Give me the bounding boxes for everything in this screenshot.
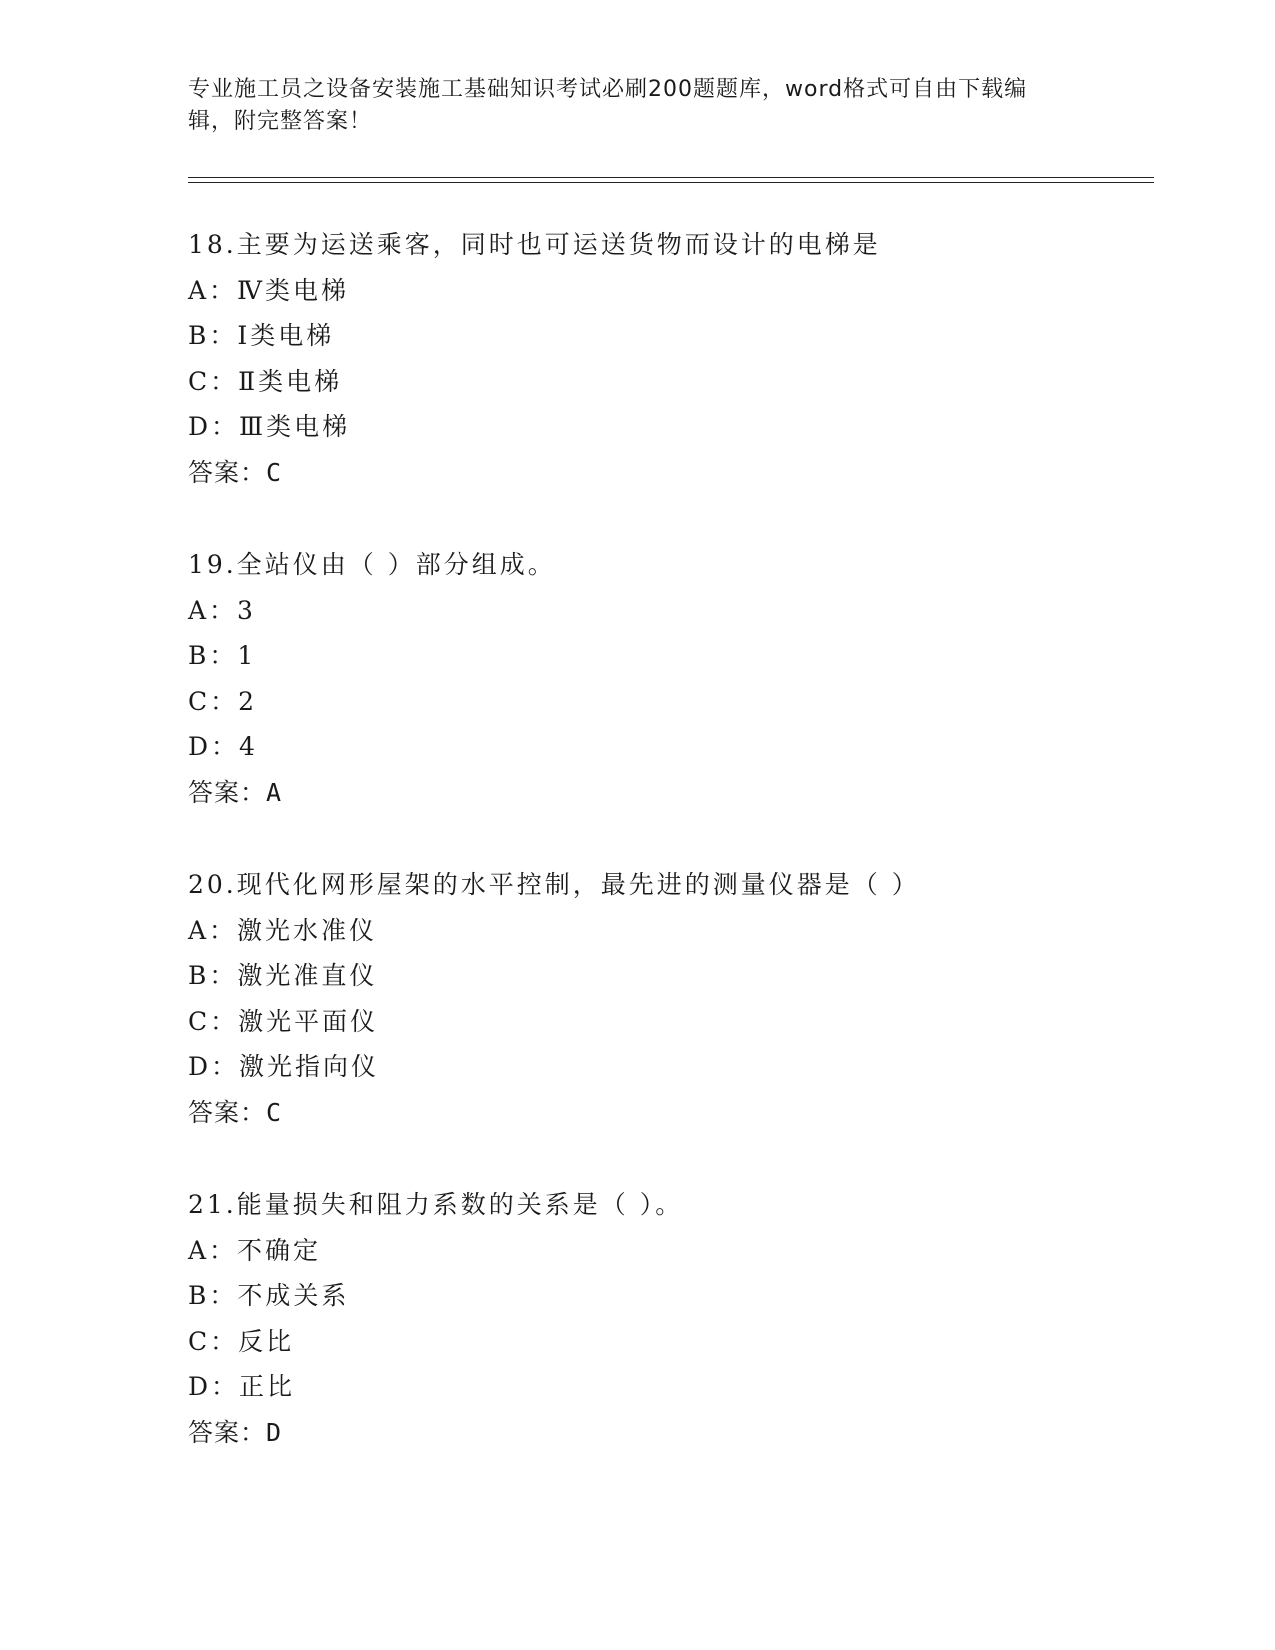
option-c: C：Ⅱ类电梯 xyxy=(188,366,343,396)
question-title: 21.能量损失和阻力系数的关系是（ ）。 xyxy=(188,1190,684,1219)
option-a: A：激光水准仪 xyxy=(188,915,378,945)
answer-line xyxy=(188,450,1148,496)
question-20 xyxy=(188,862,1148,1135)
question-title: 18.主要为运送乘客，同时也可运送货物而设计的电梯是 xyxy=(188,230,881,259)
option-c: C：反比 xyxy=(188,1326,295,1356)
option-d: D：4 xyxy=(188,732,258,761)
answer-label: 答案： xyxy=(188,777,267,807)
answer-value: C xyxy=(266,457,283,487)
answer-label: 答案： xyxy=(188,1097,267,1127)
answer-line xyxy=(188,1410,1148,1456)
answer-line xyxy=(188,770,1148,816)
header-divider-bottom xyxy=(188,182,1154,183)
option-c: C：激光平面仪 xyxy=(188,1006,379,1036)
answer-value: A xyxy=(266,777,283,807)
option-b: B：不成关系 xyxy=(188,1281,350,1310)
document-header: 专业施工员之设备安装施工基础知识考试必刷200题题库，word格式可自由下载编辑，附完整答案！ xyxy=(188,77,1028,134)
option-b: B：激光准直仪 xyxy=(188,961,378,990)
question-19 xyxy=(188,542,1148,815)
option-d: D：Ⅲ类电梯 xyxy=(188,412,351,441)
answer-value: D xyxy=(266,1417,283,1447)
option-a: A：3 xyxy=(188,595,256,625)
option-d: D：正比 xyxy=(188,1372,296,1401)
option-b: B：1 xyxy=(188,641,257,670)
header-divider-top xyxy=(188,177,1154,178)
answer-value: C xyxy=(266,1097,283,1127)
answer-label: 答案： xyxy=(188,457,267,487)
answer-label: 答案： xyxy=(188,1417,267,1447)
option-c: C：2 xyxy=(188,686,258,716)
option-a: A：Ⅳ类电梯 xyxy=(188,275,350,305)
question-18 xyxy=(188,222,1148,495)
option-b: B：Ⅰ类电梯 xyxy=(188,321,335,350)
option-a: A：不确定 xyxy=(188,1235,322,1265)
answer-line xyxy=(188,1090,1148,1136)
question-21 xyxy=(188,1182,1148,1455)
option-d: D：激光指向仪 xyxy=(188,1052,380,1081)
question-title: 19.全站仪由（ ）部分组成。 xyxy=(188,550,556,579)
question-title: 20.现代化网形屋架的水平控制，最先进的测量仪器是（ ） xyxy=(188,870,920,899)
